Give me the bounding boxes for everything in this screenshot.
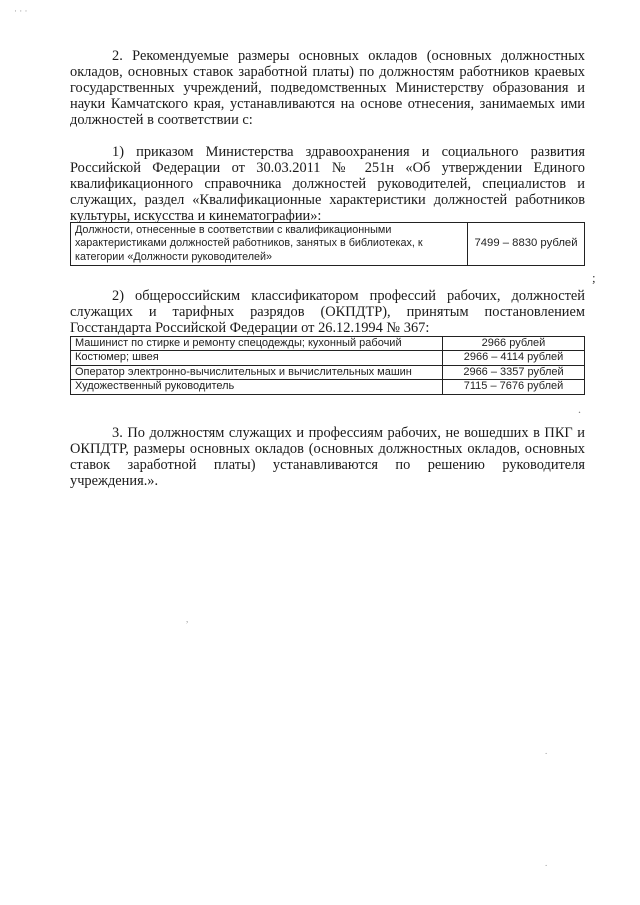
table-cell-salary: 2966 рублей — [443, 337, 585, 351]
table-cell-salary: 7115 – 7676 рублей — [443, 380, 585, 394]
table-row — [71, 365, 585, 379]
period-mark: . — [578, 402, 581, 416]
table-cell-profession: Оператор электронно-вычислительных и вычислительных машин — [71, 365, 443, 379]
semicolon-mark: ; — [592, 270, 596, 285]
paragraph-2-1: 1) приказом Министерства здравоохранения и социального развития Российской Федерации от 30.03.2011 № 251н «Об утверждении Единого квалификационного справочника должностей руководителей, специалистов и служащих, раздел «Квалификационные характеристики должностей работников культуры, искусства и кинематографии»: — [70, 144, 585, 224]
positions-table-okpdtr — [70, 336, 585, 395]
scan-artifact: . — [545, 858, 548, 868]
paragraph-2-2: 2) общероссийским классификатором профессий рабочих, должностей служащих и тарифных разрядов (ОКПДТР), принятым постановлением Госстандарта Российской Федерации от 26.12.1994 № 367: — [70, 288, 585, 336]
scan-artifact: , — [186, 614, 189, 624]
table-row — [71, 380, 585, 394]
table-row — [71, 351, 585, 365]
table-row — [71, 337, 585, 351]
table-cell-profession: Художественный руководитель — [71, 380, 443, 394]
scan-artifact: · · · — [14, 6, 28, 16]
table-cell-description: Должности, отнесенные в соответствии с квалификационными характеристиками должностей работников, занятых в библиотеках, к категории «Должности руководителей» — [71, 223, 468, 266]
table-cell-salary: 2966 – 4114 рублей — [443, 351, 585, 365]
positions-table-culture — [70, 222, 585, 266]
table-row — [71, 223, 585, 266]
table-cell-profession: Машинист по стирке и ремонту спецодежды; кухонный рабочий — [71, 337, 443, 351]
table-cell-salary: 2966 – 3357 рублей — [443, 365, 585, 379]
table-cell-salary: 7499 – 8830 рублей — [468, 223, 585, 266]
paragraph-3: 3. По должностям служащих и профессиям рабочих, не вошедших в ПКГ и ОКПДТР, размеры основных окладов (основных должностных окладов, основных ставок заработной платы) устанавливаются по решению руководителя учреждения.». — [70, 425, 585, 489]
paragraph-2: 2. Рекомендуемые размеры основных окладов (основных должностных окладов, основных ставок заработной платы) по должностям работников краевых государственных учреждений, подведомственных Министерству образования и науки Камчатского края, устанавливаются на основе отнесения, занимаемых ими должностей в соответствии с: — [70, 48, 585, 128]
scan-artifact: . — [545, 746, 548, 756]
table-cell-profession: Костюмер; швея — [71, 351, 443, 365]
